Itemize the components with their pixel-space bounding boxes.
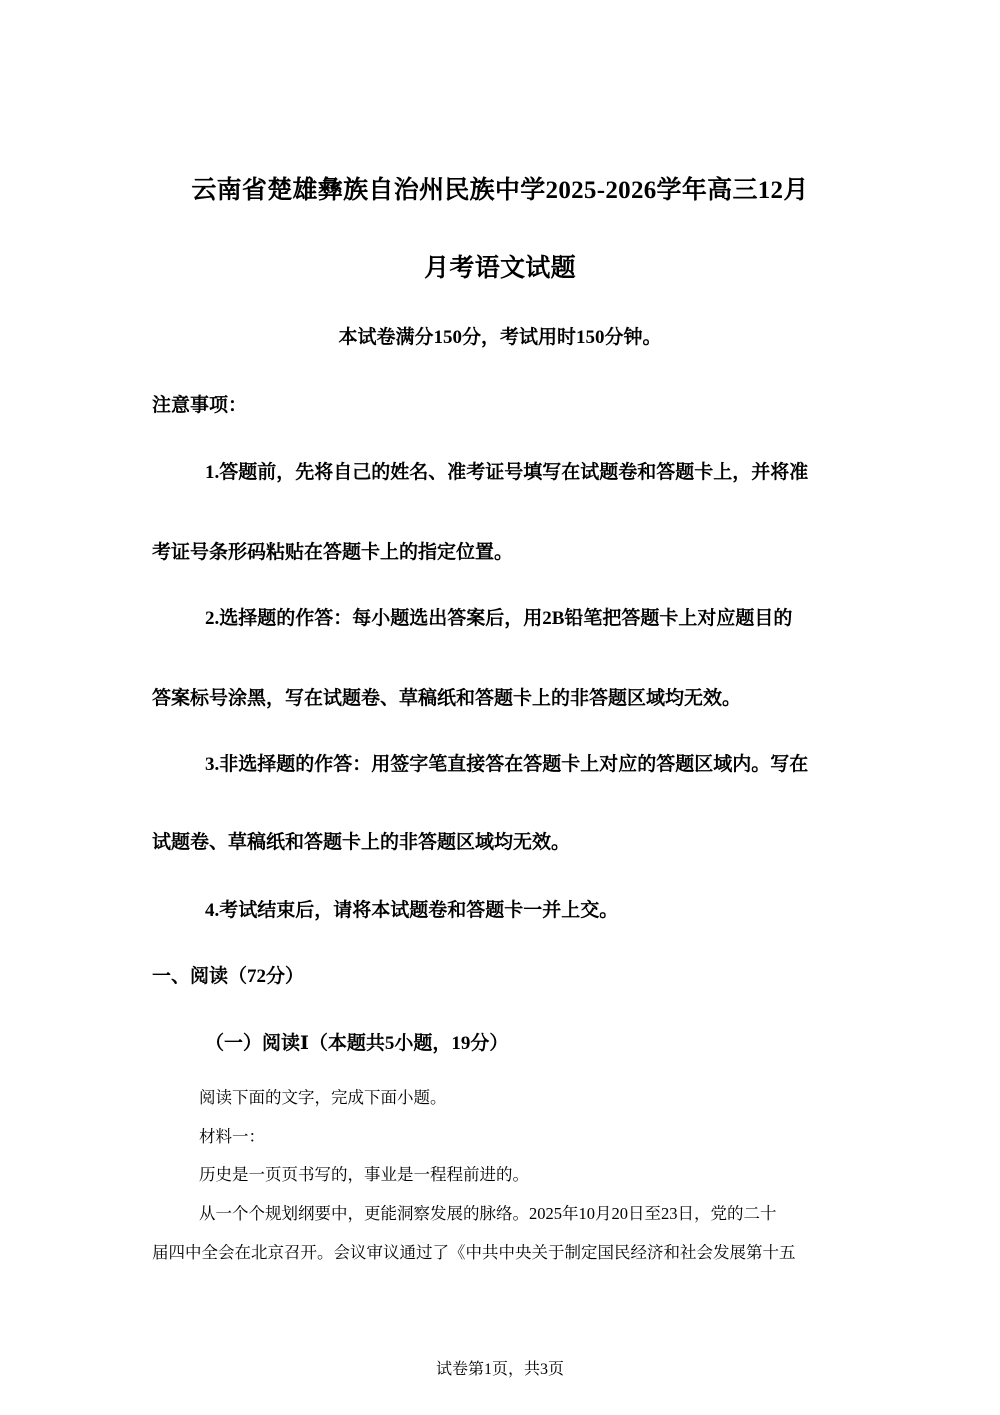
notice-heading: 注意事项：: [152, 395, 248, 416]
material-paragraph-2-line-1: 从一个个规划纲要中，更能洞察发展的脉络。2025年10月20日至23日，党的二十: [199, 1204, 777, 1223]
material-label: 材料一：: [199, 1127, 265, 1146]
notice-item-1-line-1: 1.答题前，先将自己的姓名、准考证号填写在试题卷和答题卡上，并将准: [205, 462, 809, 483]
score-time-note: 本试卷满分150分，考试用时150分钟。: [338, 327, 662, 348]
notice-item-4: 4.考试结束后，请将本试题卷和答题卡一并上交。: [205, 900, 619, 921]
notice-item-2-line-1: 2.选择题的作答：每小题选出答案后，用2B铅笔把答题卡上对应题目的: [205, 608, 793, 629]
notice-item-1-line-2: 考证号条形码粘贴在答题卡上的指定位置。: [152, 542, 514, 563]
reading-instruction: 阅读下面的文字，完成下面小题。: [199, 1088, 447, 1107]
notice-item-3-line-2: 试题卷、草稿纸和答题卡上的非答题区域均无效。: [152, 832, 571, 853]
material-paragraph-2-line-2: 届四中全会在北京召开。会议审议通过了《中共中央关于制定国民经济和社会发展第十五: [152, 1243, 796, 1262]
subsection-heading-reading-1: （一）阅读Ⅰ（本题共5小题，19分）: [205, 1033, 509, 1054]
title-line-1: 云南省楚雄彝族自治州民族中学2025-2026学年高三12月: [191, 177, 809, 204]
section-heading-reading: 一、阅读（72分）: [152, 966, 305, 987]
notice-item-2-line-2: 答案标号涂黑，写在试题卷、草稿纸和答题卡上的非答题区域均无效。: [152, 688, 742, 709]
notice-item-3-line-1: 3.非选择题的作答：用签字笔直接答在答题卡上对应的答题区域内。写在: [205, 754, 809, 775]
title-line-2: 月考语文试题: [424, 255, 576, 282]
page-footer: 试卷第1页，共3页: [435, 1361, 564, 1378]
material-paragraph-1: 历史是一页页书写的，事业是一程程前进的。: [199, 1165, 529, 1184]
